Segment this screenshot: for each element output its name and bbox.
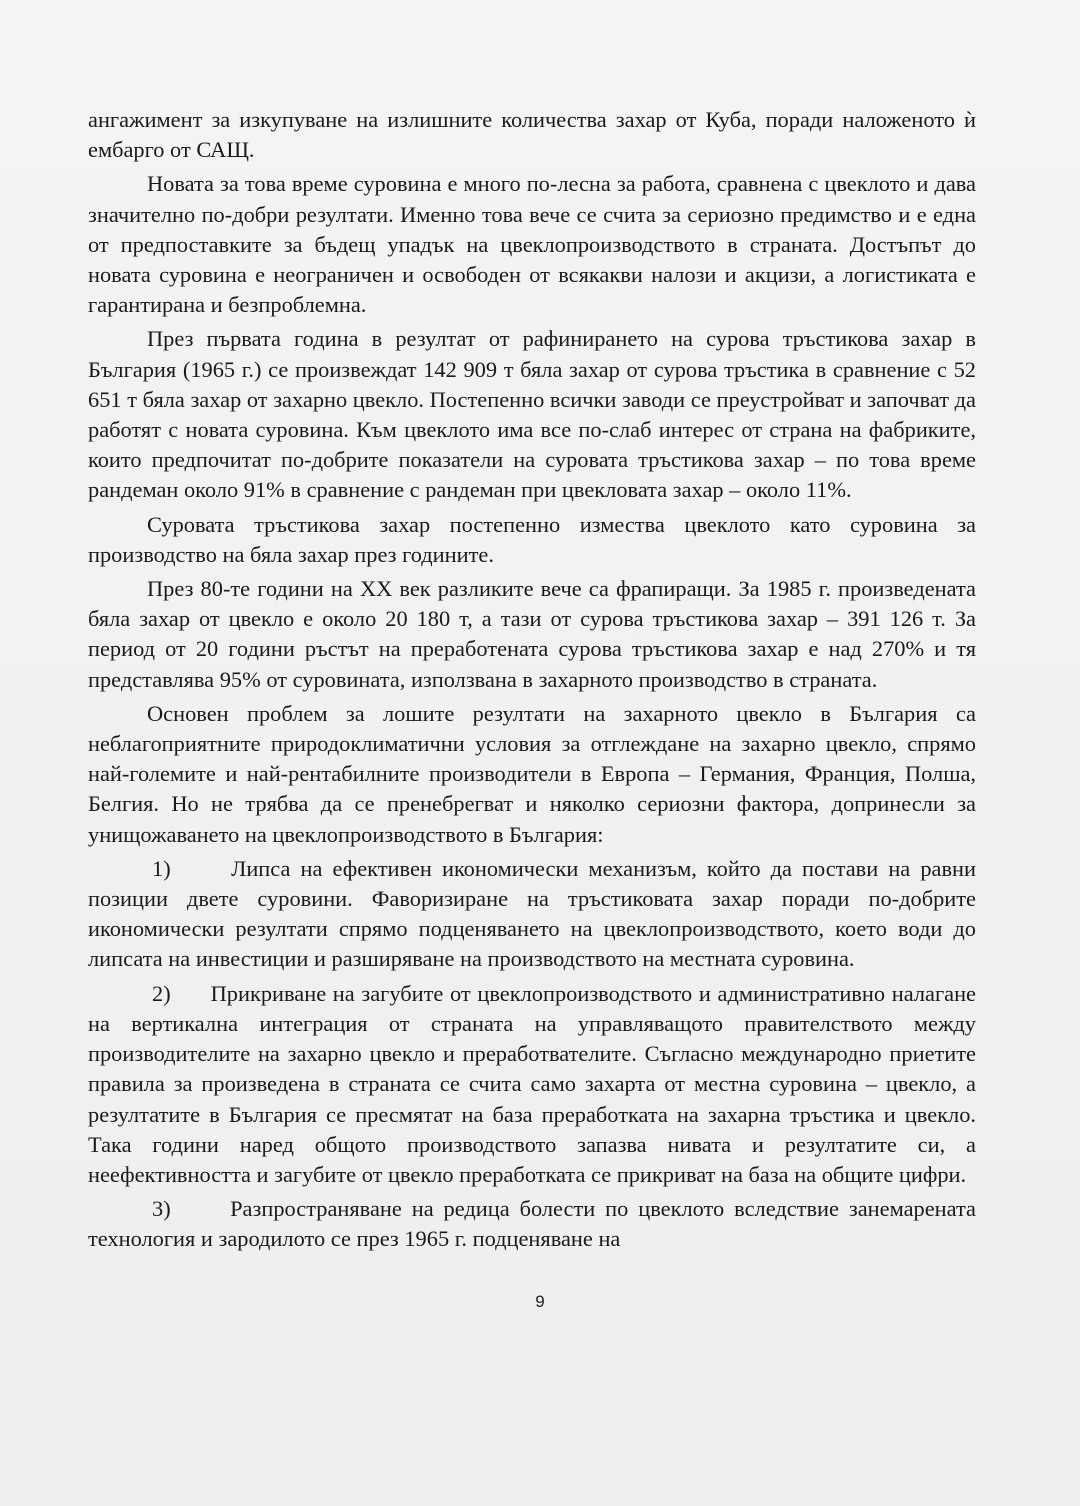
body-text xyxy=(88,105,976,1255)
paragraph-eighties: През 80-те години на ХХ век разликите вече са фрапиращи. За 1985 г. произведената бяла захар от цвекло е около 20 180 т, а тази от сурова тръстикова захар – 391 126 т. За период от 20 години ръстът на преработената сурова тръстикова захар е над 270% и тя представлява 95% от суровината, използвана в захарното производство в страната. xyxy=(88,576,976,692)
paragraph-replacement: Суровата тръстикова захар постепенно измества цвеклото като суровина за производство на бяла захар през годините. xyxy=(88,511,976,567)
paragraph-continuation: ангажимент за изкупуване на излишните количества захар от Куба, поради наложеното ѝ ембарго от САЩ. xyxy=(88,107,976,163)
paragraph-first-year: През първата година в резултат от рафинирането на сурова тръстикова захар в България (1965 г.) се произвеждат 142 909 т бяла захар от сурова тръстика в сравнение с 52 651 т бяла захар от захарно цвекло. Постепенно всички заводи се преустройват и започват да работят с новата суровина. Към цвеклото има все по-слаб интерес от страна на фабриките, които предпочитат по-добрите показатели на суровата тръстикова захар – по това време рандеман около 91% в сравнение с рандеман при цвекловата захар – около 11%. xyxy=(88,326,976,503)
list-item-2: 2) Прикриване на загубите от цвеклопроизводството и административно налагане на вертикална интеграция от страната на управляващото правителството между производителите на захарно цвекло и преработвателите. Съгласно международно приетите правила за произведена в страната се счита само захарта от местна суровина – цвекло, а резултатите в България се пресмятат на база преработката на захарна тръстика и цвекло. Така години наред общото производството запазва нивата и резултатите си, а неефективността и загубите от цвекло преработката се прикриват на база на общите цифри. xyxy=(88,980,976,1187)
page-number: 9 xyxy=(535,1292,545,1311)
paragraph-new-raw-material: Новата за това време суровина е много по-лесна за работа, сравнена с цвеклото и дава значително по-добри резултати. Именно това вече се счита за сериозно предимство и е една от предпоставките за бъдещ упадък на цвеклопроизводството в страната. Достъпът до новата суровина е неограничен и освободен от всякакви налози и акцизи, а логистиката е гарантирана и безпроблемна. xyxy=(88,171,976,318)
list-item-1: 1) Липса на ефективен икономически механизъм, който да постави на равни позиции двете суровини. Фаворизиране на тръстиковата захар поради по-добрите икономически резултати спрямо подценяването на цвеклопроизводството, което води до липсата на инвестиции и разширяване на производството на местната суровина. xyxy=(88,855,976,972)
list-item-3: 3) Разпространяване на редица болести по цвеклото вследствие занемарената технология и зародилото се през 1965 г. подценяване на xyxy=(88,1196,976,1252)
paragraph-main-problem: Основен проблем за лошите резултати на захарното цвекло в България са неблагоприятните природоклиматични условия за отглеждане на захарно цвекло, спрямо най-големите и най-рентабилните производители в Европа – Германия, Франция, Полша, Белгия. Но не трябва да се пренебрегват и няколко сериозни фактора, допринесли за унищожаването на цвеклопроизводството в България: xyxy=(88,700,976,847)
